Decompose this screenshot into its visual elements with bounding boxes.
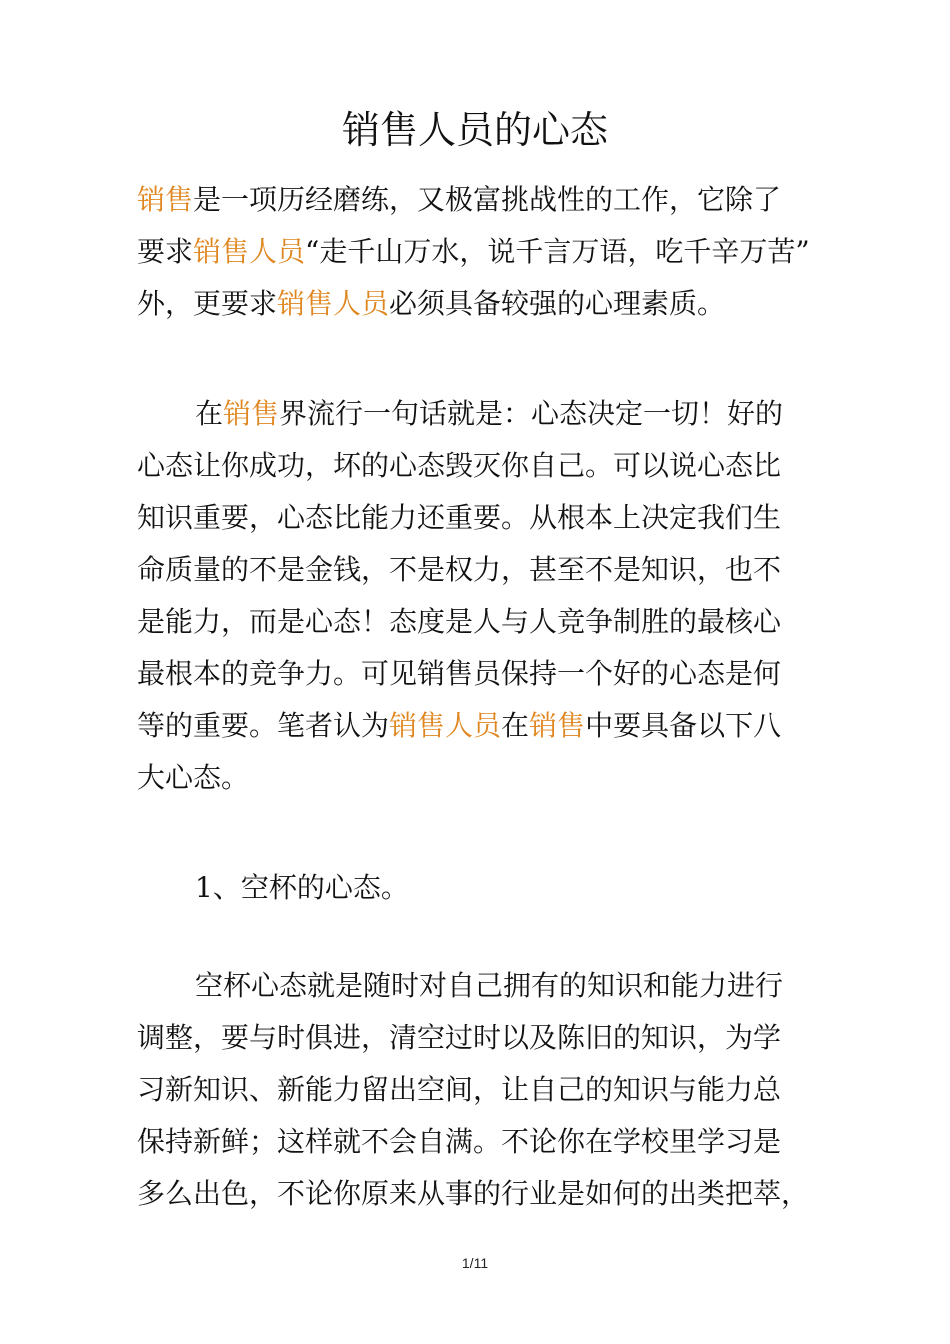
text-line	[137, 492, 807, 544]
text-span: 1、空杯的心态。	[195, 871, 409, 904]
paragraph	[137, 388, 807, 804]
text-line	[137, 862, 807, 914]
highlighted-keyword: 销售人员	[277, 287, 390, 320]
text-line	[137, 596, 807, 648]
text-line	[137, 388, 807, 440]
text-span: 在	[195, 397, 224, 430]
highlighted-keyword: 销售	[223, 397, 280, 430]
text-span: 等的重要。笔者认为	[137, 709, 390, 742]
page-number: 1/11	[461, 1255, 489, 1271]
text-span: 最根本的竞争力。可见销售员保持一个好的心态是何	[137, 657, 782, 690]
text-span: 外，更要求	[137, 287, 278, 320]
text-line	[137, 700, 807, 752]
text-span: 中要具备以下八	[585, 709, 782, 742]
text-span: 心态让你成功，坏的心态毁灭你自己。可以说心态比	[137, 449, 782, 482]
highlighted-keyword: 销售	[137, 183, 194, 216]
highlighted-keyword: 销售	[529, 709, 586, 742]
page-title: 销售人员的心态	[341, 108, 608, 152]
paragraph	[137, 960, 810, 1220]
text-line	[137, 1116, 807, 1168]
text-line	[137, 226, 810, 278]
text-line	[137, 648, 807, 700]
text-span: 命质量的不是金钱，不是权力，甚至不是知识，也不	[137, 553, 782, 586]
text-span: 保持新鲜；这样就不会自满。不论你在学校里学习是	[137, 1125, 782, 1158]
text-span: 在	[501, 709, 530, 742]
text-span: 多么出色，不论你原来从事的行业是如何的出类把萃，	[137, 1177, 810, 1210]
text-line	[137, 752, 807, 804]
text-line	[137, 1064, 807, 1116]
text-span: 是能力，而是心态！态度是人与人竞争制胜的最核心	[137, 605, 782, 638]
text-line	[137, 544, 807, 596]
text-line	[137, 278, 807, 330]
highlighted-keyword: 销售人员	[389, 709, 502, 742]
text-span: 大心态。	[137, 761, 250, 794]
text-line	[137, 1012, 807, 1064]
text-line	[137, 440, 807, 492]
highlighted-keyword: 销售人员	[193, 235, 306, 268]
text-span: “走千山万水，说千言万语，吃千辛万苦”	[305, 235, 810, 268]
text-line	[137, 1168, 810, 1220]
paragraph	[137, 174, 810, 330]
paragraph-gap	[137, 804, 807, 862]
text-span: 空杯心态就是随时对自己拥有的知识和能力进行	[195, 969, 784, 1002]
text-line	[137, 960, 807, 1012]
text-span: 要求	[137, 235, 194, 268]
paragraph-gap	[137, 330, 807, 388]
text-span: 习新知识、新能力留出空间，让自己的知识与能力总	[137, 1073, 782, 1106]
text-line	[137, 174, 807, 226]
text-span: 是一项历经磨练，又极富挑战性的工作，它除了	[193, 183, 782, 216]
text-span: 调整，要与时俱进，清空过时以及陈旧的知识，为学	[137, 1021, 782, 1054]
document-body	[137, 174, 810, 1220]
paragraph	[137, 862, 807, 914]
text-span: 知识重要，心态比能力还重要。从根本上决定我们生	[137, 501, 782, 534]
text-span: 界流行一句话就是：心态决定一切！好的	[279, 397, 784, 430]
paragraph-gap	[137, 914, 807, 960]
text-span: 必须具备较强的心理素质。	[389, 287, 726, 320]
